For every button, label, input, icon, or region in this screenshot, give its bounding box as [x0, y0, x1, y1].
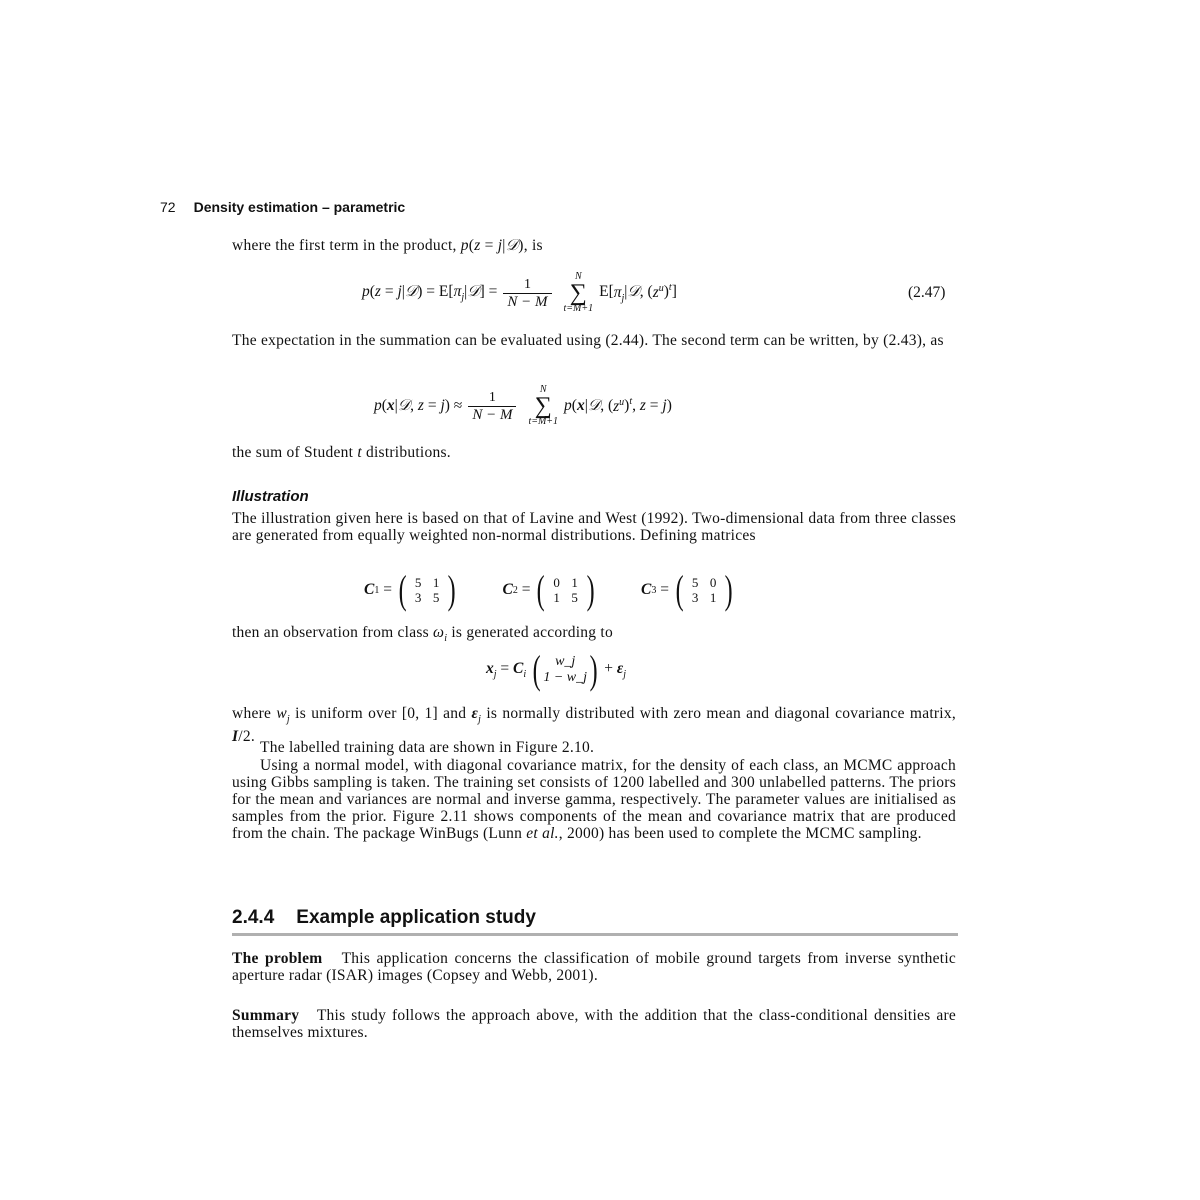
- summation-sign: N ∑ t=M+1: [563, 271, 594, 314]
- matrix-c1: C 1 = ( 5 1 3 5 ): [364, 567, 456, 612]
- paragraph-intro: where the first term in the product, p(z = j|𝒟), is: [232, 237, 543, 254]
- page-number: 72: [160, 199, 176, 215]
- summation-sign: N ∑ t=M+1: [528, 384, 559, 427]
- matrix-c2: C 2 = ( 0 1 1 5 ): [502, 567, 595, 612]
- fraction: $\frac{1}{N - M}$: [468, 390, 516, 423]
- running-title: Density estimation – parametric: [193, 199, 406, 215]
- problem-label: The problem: [232, 950, 323, 967]
- fraction: $\frac{1}{N - M}$: [503, 277, 551, 310]
- section-title: Example application study: [296, 907, 536, 928]
- paragraph-illustration: The illustration given here is based on that of Lavine and West (1992). Two-dimensional data from three classes are generated from equally weighted non-normal distributions. Defining matrices: [232, 510, 956, 544]
- subheading-illustration: Illustration: [232, 488, 309, 505]
- matrix-definitions: [364, 567, 736, 612]
- section-number: 2.4.4: [232, 907, 275, 928]
- equation-generative: $x_j = C_i$ ( w_j 1 − w_j ) + $\varepsilon_j$: [486, 647, 627, 692]
- paragraph-summary: Summary This study follows the approach above, with the addition that the class-conditional densities are themselves mixtures.: [232, 1007, 956, 1041]
- summary-label: Summary: [232, 1007, 300, 1024]
- paragraph-noise: where $w_j$ is uniform over [0, 1] and $\varepsilon_j$ is normally distributed with zero mean and diagonal covariance matrix, I/2.: [232, 705, 956, 746]
- paragraph-observation: then an observation from class $\omega_i$ is generated according to: [232, 624, 613, 645]
- section-rule: [232, 933, 958, 936]
- equation-predictive: p(x|𝒟, z = j) ≈ $\frac{1}{N - M}$ N ∑ t=M+1 p(x|𝒟, $(z^u)^t$, z = j): [374, 384, 672, 427]
- matrix-c3: C 3 = ( 5 0 3 1 ): [641, 567, 733, 612]
- section-heading: [232, 907, 536, 929]
- paragraph-training-data: The labelled training data are shown in Figure 2.10.: [260, 739, 595, 756]
- paragraph-mcmc: Using a normal model, with diagonal covariance matrix, for the density of each class, an MCMC approach using Gibbs sampling is taken. The training set consists of 1200 labelled and 300 unlabelled patterns. The priors for the mean and variances are normal and inverse gamma, respectively. The parameter values are initialised as samples from the prior. Figure 2.11 shows components of the mean and covariance matrix that are produced from the chain. The package WinBugs (Lunn et al., 2000) has been used to complete the MCMC sampling.: [232, 757, 956, 842]
- equation-number: (2.47): [908, 284, 946, 301]
- paragraph-expectation: The expectation in the summation can be evaluated using (2.44). The second term can be written, by (2.43), as: [232, 332, 944, 349]
- equation-2-47: p(z = j|𝒟) = $E[\pi_j|𝒟]$ = $\frac{1}{N - M}$ N ∑ t=M+1 $E[\pi_j|𝒟$, $(z^u)^t$]: [362, 271, 677, 314]
- running-header: [160, 199, 405, 215]
- paragraph-problem: The problem This application concerns the classification of mobile ground targets from inverse synthetic aperture radar (ISAR) images (Copsey and Webb, 2001).: [232, 950, 957, 984]
- paragraph-student-t: the sum of Student t distributions.: [232, 444, 451, 461]
